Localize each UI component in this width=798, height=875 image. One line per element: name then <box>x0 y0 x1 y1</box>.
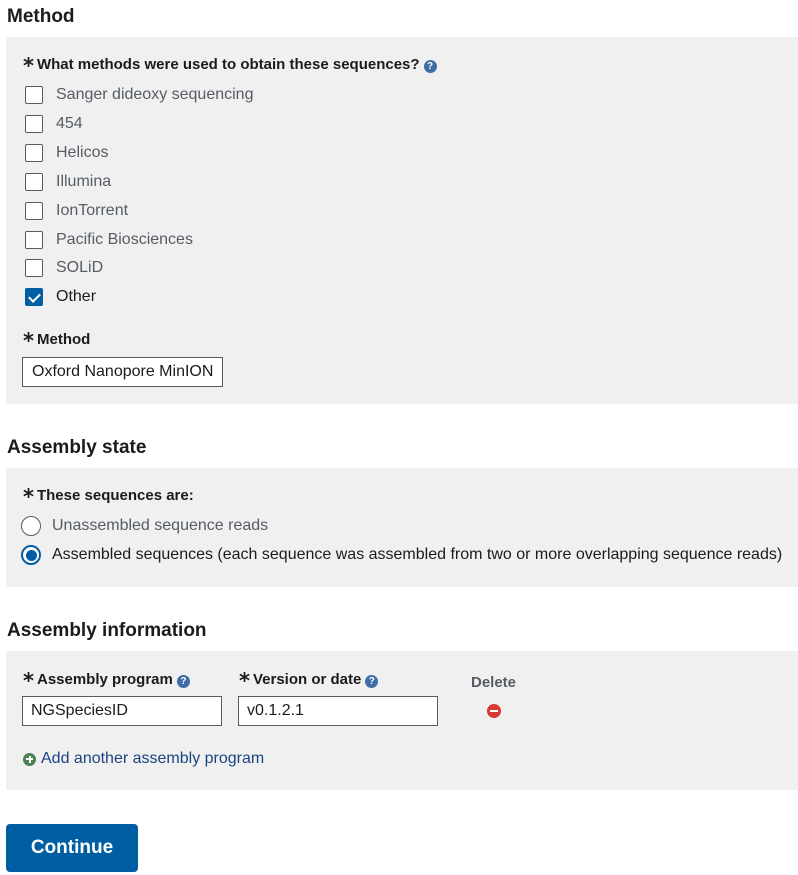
assembly-state-option-label[interactable]: Unassembled sequence reads <box>52 517 269 534</box>
delete-column-header: Delete <box>471 674 517 691</box>
method-panel <box>6 37 798 404</box>
method-option-label[interactable]: IonTorrent <box>56 201 129 219</box>
method-field-label <box>23 329 90 353</box>
assembly-state-panel <box>6 468 798 587</box>
method-option[interactable] <box>25 141 108 165</box>
methods-question-label <box>23 54 437 78</box>
method-option[interactable] <box>25 256 103 280</box>
method-option-label[interactable]: Illumina <box>56 172 112 190</box>
assembly-program-label <box>23 669 190 693</box>
method-option[interactable] <box>25 112 83 136</box>
method-option-label[interactable]: Pacific Biosciences <box>56 230 193 248</box>
plus-circle-icon <box>23 753 36 766</box>
required-star-icon: * <box>23 54 34 78</box>
method-option[interactable] <box>25 228 193 252</box>
version-date-label <box>239 669 378 693</box>
required-star-icon: * <box>23 669 34 693</box>
method-input[interactable] <box>22 357 223 387</box>
question-circle-icon[interactable]: ? <box>424 60 437 73</box>
version-date-input[interactable] <box>238 696 438 726</box>
methods-question-text: What methods were used to obtain these sequences? <box>36 56 420 73</box>
sequences-question-text: These sequences are: <box>36 487 194 504</box>
checkbox[interactable] <box>25 173 43 191</box>
required-star-icon: * <box>23 329 34 353</box>
assembly-state-title: Assembly state <box>7 437 147 458</box>
required-star-icon: * <box>23 485 34 509</box>
assembly-info-title: Assembly information <box>7 620 207 641</box>
checkbox[interactable] <box>25 115 43 133</box>
version-date-label-text: Version or date <box>252 671 362 688</box>
checkbox[interactable] <box>25 144 43 162</box>
radio-selected[interactable] <box>21 545 41 565</box>
question-circle-icon[interactable]: ? <box>177 675 190 688</box>
assembly-state-option-label[interactable]: Assembled sequences (each sequence was assembled from two or more overlapping sequence reads) <box>52 546 783 563</box>
method-option[interactable] <box>25 199 128 223</box>
assembly-state-option[interactable] <box>21 513 268 539</box>
add-assembly-program-link[interactable] <box>23 750 264 768</box>
required-star-icon: * <box>239 669 250 693</box>
method-option-label[interactable]: Helicos <box>56 143 109 161</box>
checkbox[interactable] <box>25 259 43 277</box>
sequences-question-label <box>23 485 194 509</box>
assembly-state-option[interactable] <box>21 542 782 568</box>
radio[interactable] <box>21 516 41 536</box>
assembly-program-label-text: Assembly program <box>36 671 173 688</box>
method-option-label[interactable]: 454 <box>56 114 83 132</box>
assembly-program-input[interactable] <box>22 696 222 726</box>
continue-button[interactable]: Continue <box>6 824 138 872</box>
checkbox[interactable] <box>25 231 43 249</box>
method-option[interactable] <box>25 285 96 309</box>
checkbox[interactable] <box>25 202 43 220</box>
add-assembly-program-text[interactable]: Add another assembly program <box>41 750 265 767</box>
method-option-label[interactable]: Sanger dideoxy sequencing <box>56 86 254 103</box>
method-section-title: Method <box>7 6 75 27</box>
minus-circle-icon[interactable] <box>487 704 501 718</box>
method-field-label-text: Method <box>36 331 91 348</box>
question-circle-icon[interactable]: ? <box>365 675 378 688</box>
checkbox[interactable] <box>25 86 43 104</box>
method-option[interactable] <box>25 170 111 194</box>
method-option[interactable] <box>25 83 253 107</box>
assembly-info-panel <box>6 651 798 790</box>
method-option-label[interactable]: Other <box>56 288 97 306</box>
checkbox-checked[interactable] <box>25 288 43 306</box>
method-option-label[interactable]: SOLiD <box>56 259 104 277</box>
